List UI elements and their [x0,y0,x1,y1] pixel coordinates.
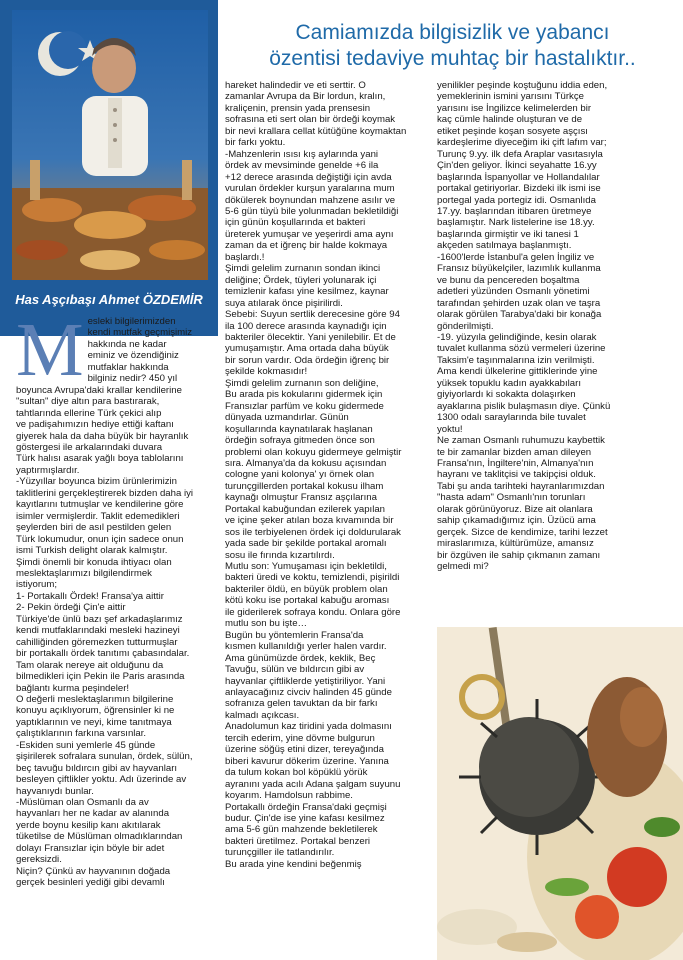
food-photo [437,627,683,960]
chef-photo-panel [0,0,218,336]
dropcap: M [16,308,84,392]
article-column-1 [16,308,215,889]
headline-line-2: özentisi tedaviye muhtaç bir hastalıktır.. [269,47,636,70]
headline-line-1: Camiamızda bilgisizlik ve yabancı [295,21,610,44]
headline [222,20,683,72]
article-column-3: yenilikler peşinde koştuğunu iddia eden, yemeklerinin ismini yarısını Türkçe yarısını ise İngilizce kelimelerden bir kaç cümle halinde oluşturan ve de etiket peşinde koşan sosyete aşçısı kardeşlerime diyeceğim iki çift lafım var; Turunç 9.yy. ilk defa Araplar vasıtasıyla Çin'den geliyor. İkinci seyahatte 16.yy başlarında İspanyollar ve Hollandalılar portakal getiriyorlar. Bizdeki ilk ismi ise portegal yada portegiz idi. Osmanlıda 17.yy. başlarından itibaren üretmeye başlamıştır. Nark listelerine ise 18.yy. başlarında girmiştir ve iki tanesi 1 akçeden satılmaya başlanmıştı. -1600'lerde İstanbul'a gelen İngiliz ve Fransız büyükelçiler, lazımlık kullanma ve bunu da pencereden boşaltma adetleri yüzünden Osmanlı yönetimi tarafından şehirden uzak olan ve taşra olarak görülen Tarabya'daki bir konağa gönderilmişti. -19. yüzyıla gelindiğinde, kesin olarak tuvalet kullanma sözü vermeleri üzerine Taksim'e taşınmalarına izin verilmişti. Ama kendi ülkelerine gittiklerinde yine yüksek topuklu kadın ayakkabıları giyiyorlardı ki sokakta dolaşırken ayaklarına pislik bulaşmasın diye. Çünkü 1300 odalı saraylarında bile tuvalet yoktu! Ne zaman Osmanlı ruhumuzu kaybettik te bir zamanlar bizden aman dileyen Fransa'nın, İngiltere'nin, Almanya'nın hayranı ve taklitçisi ve takipçisi olduk. Tabi şu anda tarihteki hayranlarımızdan "hasta adam" Osmanlı'nın torunları olarak görünüyoruz. Bize ait olanlara sahip çıkamadığımız için. Üzücü ama gerçek. Sizce de kendimize, tarihi lezzet miraslarımıza, kültürümüze, amansız bir özgüven ile sahip çıkmanın zamanı gelmedi mi? [437,80,611,573]
article-column-2: hareket halindedir ve eti serttir. O zamanlar Avrupa da Bir lordun, kralın, kraliçenin, prensin yada prensesin sofrasına eti sert olan bir ördeği koymak bir nevi krallara cellat kütüğüne koymaktan bir farkı yoktu. -Mahzenlerin ısısı kış aylarında yani ördek av mevsiminde genelde +6 ila +12 derece arasında değiştiği için avda vurulan ördekler kurşun yaralarına mum dökülerek boynundan mahzene asılır ve 5-6 gün tüyü bile yolunmadan bekletildiği için günün koşullarında et bakteri üreterek yumuşar ve yeşerirdi ama aynı zaman da et iğrenç bir halde kokmaya başlardı.! Şimdi gelelim zurnanın sondan ikinci deliğine; Ördek, tüyleri yolunarak içi temizlenir kafası yine kesilmez, kaynar suya atılarak önce pişirilirdi. Sebebi: Suyun sertlik derecesine göre 94 ila 100 derece arasında kaynadığı için bakteriler ölecektir. Yani yenilebilir. Et de yumuşamıştır. Ama ortada daha büyük bir sorun vardır. Oda ördeğin iğrenç bir şekilde kokmasıdır! Şimdi gelelim zurnanın son deliğine, Bu arada pis kokularını gidermek için Fransızlar parfüm ve koku gidermede dünyada uzmandırlar. Günün koşullarında kaynatılarak haşlanan ördeğin sofraya gitmeden önce son problemi olan kokuyu gidermeye gelmiştir sıra. Almanya'da da kokusu açısından cologne yani kolonya' yı örnek olan turunçgillerden portakal kokusu ilham kaynağı olmuştur Fransız aşçılarına Portakal kabuğundan ezilerek yapılan ve içine şeker atılan boza kıvamında bir sos ile terbiyelenen ördek içi doldurularak yada sade bir şekilde portakal aromalı sosu ile fırında kızartılırdı. Mutlu son: Yumuşaması için bekletildi, bakteri üredi ve koktu, temizlendi, pişirildi bakteriler öldü, en büyük problem olan kötü koku ise portakal kabuğu aroması ile giderilerek sofraya kondu. Onlara göre mutlu son bu işte… Bugün bu yöntemlerin Fransa'da kısmen kullanıldığı yerler halen vardır. Ama günümüzde ördek, keklik, Beç Tavuğu, sülün ve bıldırcın gibi av hayvanlar çiftliklerde yetiştiriliyor. Yani anlayacağınız civciv halinden 45 günde sofranıza gelen tavuktan da bir farkı kalmadı açıkcası. Anadolumun kaz tiridini yada dolmasını tercih ederim, yine dövme bulgurun üzerine söğüş etini dizer, tereyağında biberi kavurur dökerim üzerine. Yanına da tulum kokan bol köpüklü yörük ayranını yada acılı Adana şalgam suyunu koyarım. Hamdolsun rabbime. Portakallı ördeğin Fransa'daki geçmişi budur. Çin'de ise yine kafası kesilmez ama 5-6 gün mahzende bekletilerek bakteri üretilmez. Portakal benzeri turunçgiller ile tatlandırılır. Bu arada yine kendini beğenmiş [225,80,407,870]
chef-caption: Has Aşçıbaşı Ahmet ÖZDEMİR [15,292,203,307]
chef-photo [12,10,208,280]
column-1-text: esleki bilgilerimizden kendi mutfak geçmişimiz hakkında ne kadar eminiz ve özendiğiniz mutfaklar hakkında bilginiz nedir? 450 yıl boyunca Avrupa'daki krallar kendilerine "sultan" diye altın para bastırarak, tahtlarında ellerine Türk çekici alıp ve padişahımızın hediye ettiği kaftanı giyerek hala da daha büyük bir hayranlık göstergesi ile arkalarındaki duvara Türk halısı asarak yağlı boya tablolarını yaptırmışlardır. -Yüzyıllar boyunca bizim ürünlerimizin taklitlerini gerçekleştirerek bizden daha iyi kayıtlarını tutmuşlar ve kendilerine göre isimler vermişlerdir. Taklit edemedikleri şeylerden biri de asıl pestilden gelen Türk lokumudur, onun için sadece onun ismi Turkish delight olarak kalmıştır. Şimdi önemli bir konuda ihtiyacı olan meslektaşlarımızı bilgilendirmek istiyorum; 1- Portakallı Ördek! Fransa'ya aittir 2- Pekin ördeği Çin'e aittir Türkiye'de ünlü bazı şef arkadaşlarımız kendi mutfaklarındaki mesleki hazineyi cahilliğinden göremezken tutturmuşlar bir portakallı ördek tanıtımı çabasındalar. Tam olarak nereye ait olduğunu da bilmedikleri için Pekin ile Paris arasında bağlantı kurma peşindeler! O değerli meslektaşlarımın bilgilerine konuyu açıklıyorum, öğrensinler ki ne yaptıklarının ve neyi, kime tanıtmaya çalıştıklarının farkına varsınlar. -Eskiden suni yemlerle 45 günde şişirilerek sofralara sunulan, ördek, sülün, beç tavuğu bıldırcın gibi av hayvanları besleyen çiftlikler yoktu. Adı üzerinde av hayvanıydı bunlar. -Müslüman olan Osmanlı da av hayvanları her ne kadar av alanında yerde boynu kesilip kanı akıtılarak tüketilse de Müslüman olmadıklarından dolayı Fransızlar için böyle bir adet gereksizdi. Niçin? Çünkü av hayvanının doğada gerçek besinleri yediği gibi devamlı [16,316,194,889]
